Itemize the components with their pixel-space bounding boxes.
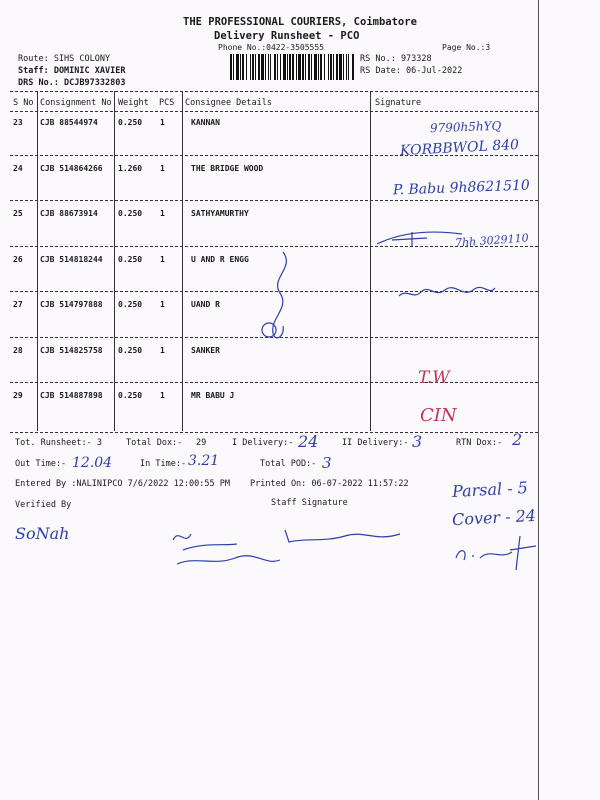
- signature-row24: P. Babu 9h8621510: [392, 177, 531, 199]
- signature-row23b: KORBBWOL 840: [399, 136, 520, 160]
- rtn-dox-label: RTN Dox:-: [456, 438, 503, 448]
- total-pod-value: 3: [322, 454, 332, 472]
- cell-sno: 28: [13, 345, 23, 355]
- cell-pcs: 1: [160, 345, 165, 355]
- signature-row25: 7hh 3029110: [454, 231, 530, 250]
- i-delivery-value: 24: [298, 432, 319, 451]
- cell-consignee: SANKER: [191, 345, 220, 355]
- ii-delivery-label: II Delivery:-: [342, 438, 409, 448]
- col-header-signature: Signature: [375, 98, 422, 108]
- cell-pcs: 1: [160, 300, 165, 309]
- cell-weight: 0.250: [118, 209, 143, 218]
- parsal-note: Parsal - 5: [451, 478, 529, 501]
- total-dox-label: Total Dox:-: [126, 438, 183, 448]
- route: Route: SIHS COLONY: [18, 54, 111, 64]
- staff-signature-scribble: [165, 520, 415, 580]
- ii-delivery-value: 3: [412, 432, 423, 451]
- entered-by: Entered By :NALINIPCO 7/6/2022 12:00:55 PM: [15, 479, 230, 489]
- col-divider: [370, 91, 371, 431]
- signature-row23: 9790h5hYQ: [429, 118, 502, 136]
- col-divider: [114, 91, 115, 431]
- cell-consignee: THE BRIDGE WOOD: [191, 163, 264, 173]
- row-separator: [10, 382, 538, 383]
- cell-consignment: CJB 514825758: [40, 345, 103, 355]
- printed-on: Printed On: 06-07-2022 11:57:22: [250, 479, 409, 489]
- cell-consignment: CJB 88544974: [40, 118, 98, 127]
- cell-sno: 23: [13, 118, 23, 127]
- cell-consignee: U AND R ENGG: [191, 254, 249, 264]
- cell-consignment: CJB 514864266: [40, 163, 103, 173]
- barcode: [230, 54, 354, 80]
- signature-row29: CIN: [420, 405, 457, 426]
- staff-signature-label: Staff Signature: [271, 498, 348, 508]
- col-header-pcs: PCS: [159, 98, 175, 108]
- cell-weight: 0.250: [118, 300, 143, 309]
- cell-consignment: CJB 88673914: [40, 209, 98, 218]
- in-time-value: 3.21: [188, 453, 220, 469]
- staff-name: Staff: DOMINIC XAVIER: [18, 66, 126, 76]
- cell-sno: 27: [13, 300, 23, 309]
- cell-sno: 26: [13, 254, 23, 264]
- cell-sno: 24: [13, 163, 23, 173]
- total-dox-value: 29: [196, 438, 207, 448]
- cell-consignee: KANNAN: [191, 118, 220, 127]
- col-divider: [37, 91, 38, 431]
- verified-signature: SoNah: [15, 524, 70, 543]
- rtn-dox-value: 2: [512, 430, 523, 449]
- cell-consignment: CJB 514818244: [40, 254, 103, 264]
- table-top-rule: [10, 91, 538, 92]
- cell-pcs: 1: [160, 163, 165, 173]
- cell-pcs: 1: [160, 118, 165, 127]
- col-header-sno: S No: [13, 98, 34, 108]
- tot-runsheet: Tot. Runsheet:- 3: [15, 438, 102, 448]
- cell-consignee: UAND R: [191, 300, 220, 309]
- cell-pcs: 1: [160, 254, 165, 264]
- cell-weight: 0.250: [118, 118, 143, 127]
- table-header-rule: [10, 111, 538, 112]
- cell-pcs: 1: [160, 391, 165, 400]
- cell-weight: 0.250: [118, 391, 143, 400]
- signature-scribble-row26: [255, 248, 305, 348]
- cell-consignee: MR BABU J: [191, 391, 235, 400]
- col-header-consignee: Consignee Details: [185, 98, 272, 108]
- out-time-value: 12.04: [72, 455, 113, 471]
- summary-rule: [10, 432, 538, 433]
- col-header-consignment: Consignment No: [40, 98, 112, 108]
- cell-sno: 29: [13, 391, 23, 400]
- cell-consignment: CJB 514887898: [40, 391, 103, 400]
- col-header-weight: Weight: [118, 98, 149, 108]
- cell-pcs: 1: [160, 209, 165, 218]
- cell-consignment: CJB 514797888: [40, 300, 103, 309]
- drs-number: DRS No.: DCJB97332803: [18, 78, 126, 88]
- signature-row28: T.W: [418, 368, 450, 388]
- in-time-label: In Time:-: [140, 459, 187, 469]
- cell-consignee: SATHYAMURTHY: [191, 209, 249, 218]
- verified-by: Verified By: [15, 500, 72, 510]
- right-signature-scribble: [450, 530, 550, 574]
- total-pod-label: Total POD:-: [260, 459, 317, 469]
- row-separator: [10, 200, 538, 201]
- rs-number: RS No.: 973328: [360, 54, 432, 64]
- phone-number: Phone No.:0422-3505555: [218, 43, 324, 52]
- col-divider: [182, 91, 183, 431]
- signature-scribble-row25: [372, 222, 532, 252]
- document-title: Delivery Runsheet - PCO: [214, 30, 360, 42]
- cell-sno: 25: [13, 209, 23, 218]
- cell-weight: 1.260: [118, 163, 143, 173]
- company-title: THE PROFESSIONAL COURIERS, Coimbatore: [183, 16, 417, 28]
- signature-scribble-row27: [395, 282, 505, 306]
- rs-date: RS Date: 06-Jul-2022: [360, 66, 463, 76]
- cover-note: Cover - 24: [451, 505, 537, 530]
- page-edge-line: [538, 0, 539, 800]
- i-delivery-label: I Delivery:-: [232, 438, 294, 448]
- out-time-label: Out Time:-: [15, 459, 67, 469]
- cell-weight: 0.250: [118, 345, 143, 355]
- cell-weight: 0.250: [118, 254, 143, 264]
- page-number: Page No.:3: [442, 43, 491, 52]
